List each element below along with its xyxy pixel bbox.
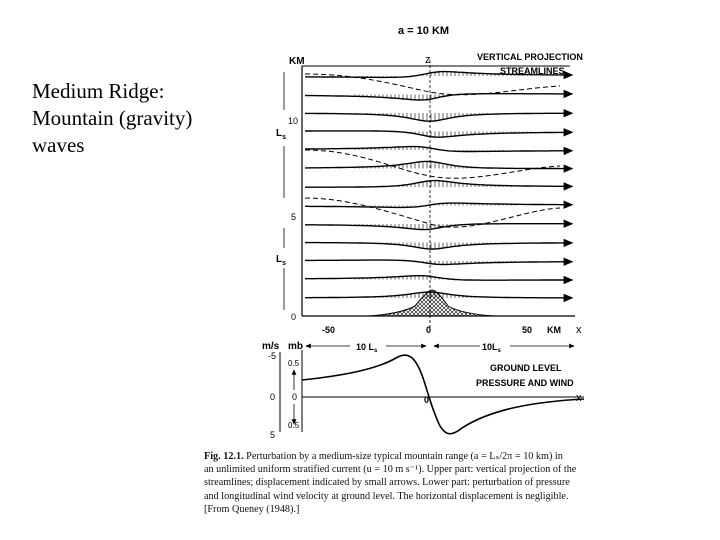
mountain-ridge <box>368 290 495 316</box>
x-tick-neg50: -50 <box>322 325 336 335</box>
upper-km-label: KM <box>289 56 305 67</box>
lower-panel-label-2: PRESSURE AND WIND <box>476 378 574 388</box>
streamline <box>305 113 572 121</box>
right-distance-label: $10L_s$ <box>482 342 501 354</box>
upper-panel-label-1: VERTICAL PROJECTION <box>477 52 583 62</box>
streamline <box>305 161 572 168</box>
x-tick-0: 0 <box>426 325 432 335</box>
caption-line <box>204 450 680 463</box>
y-tick-10: 10 <box>288 116 299 126</box>
streamline <box>305 203 572 207</box>
left-distance-label: 10 $L_s$ <box>356 342 378 354</box>
caption-line-5: [From Queney (1948).] <box>204 503 300 515</box>
figure-caption <box>204 450 680 516</box>
y-tick-5: 5 <box>291 212 297 222</box>
ls-label-lower: $L_s$ <box>276 254 287 267</box>
y-tick-0: 0 <box>291 312 297 322</box>
lower-panel-label-1: GROUND LEVEL <box>490 363 562 373</box>
streamline <box>305 260 572 264</box>
displacement-arrows <box>355 72 531 298</box>
upper-panel-label-2: STREAMLINES <box>500 66 565 76</box>
figure-header: a = 10 KM <box>398 25 450 37</box>
wind-tick-5: 5 <box>270 430 276 440</box>
lower-x-axis-label: x <box>576 392 582 404</box>
upper-z-label: z <box>425 54 431 66</box>
streamline <box>305 276 572 281</box>
streamlines <box>305 72 572 298</box>
x-tick-50: 50 <box>522 325 533 335</box>
streamline <box>305 131 572 137</box>
lower-origin-label: 0 <box>424 395 430 405</box>
streamline <box>305 94 572 100</box>
wind-tick-neg5: -5 <box>268 351 277 361</box>
streamline <box>305 181 572 188</box>
caption-line-3: streamlines; displacement indicated by small arrows. Lower part: perturbation of pressure <box>204 477 570 489</box>
caption-line-2: an unlimited uniform stratified current (u = 10 m s⁻¹). Upper part: vertical projection of the <box>204 464 577 476</box>
streamline <box>305 147 572 152</box>
wind-tick-0: 0 <box>270 392 276 402</box>
slide-title-line: Medium Ridge: <box>32 79 165 103</box>
caption-line-4: and longitudinal wind velocity at ground level. The horizontal displacement is negligible. <box>204 490 569 502</box>
streamline <box>305 243 572 249</box>
ls-label-upper: $L_s$ <box>276 128 287 141</box>
caption-fig-number: Fig. 12.1. <box>204 451 244 462</box>
dashed-phase-line <box>305 150 560 178</box>
unit-pressure-label: mb <box>288 341 303 352</box>
slide-title-line: Mountain (gravity) <box>32 106 193 130</box>
streamline <box>305 224 572 230</box>
x-axis-label: x <box>576 324 582 336</box>
pressure-tick-0: 0 <box>292 392 298 402</box>
pressure-tick-bottom: 0.5 <box>288 421 300 430</box>
pressure-tick-top: 0.5 <box>288 359 300 368</box>
unit-wind-label: m/s <box>262 341 280 352</box>
dashed-phase-line <box>305 198 560 227</box>
x-unit-label: KM <box>547 325 561 335</box>
slide-title-line: waves <box>32 133 85 157</box>
caption-line-1: Perturbation by a medium-size typical mountain range (a = Lₛ/2π = 10 km) in <box>246 451 563 462</box>
